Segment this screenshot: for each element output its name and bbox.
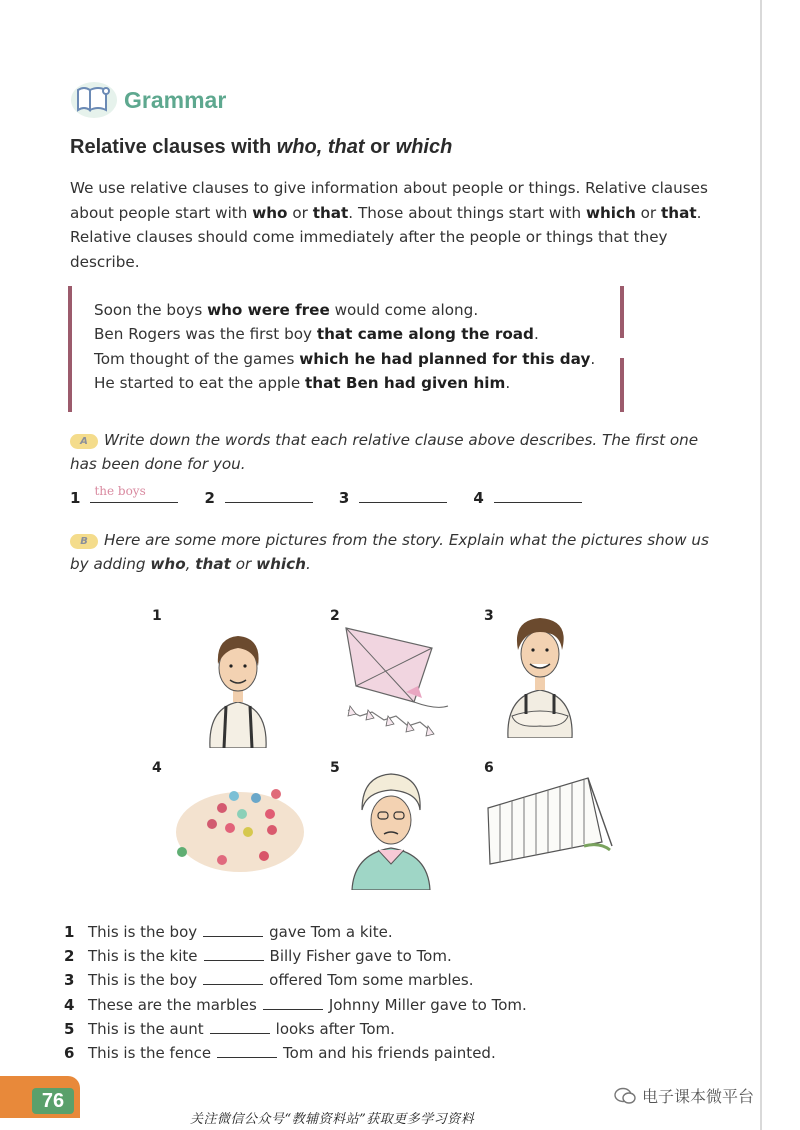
sentence-number: 5 <box>64 1019 75 1038</box>
sentence-after: offered Tom some marbles. <box>269 971 474 990</box>
sentence-before: This is the fence <box>88 1044 212 1063</box>
sentence-number: 2 <box>64 947 75 966</box>
answer-item <box>70 484 178 507</box>
sentence-before: These are the marbles <box>88 995 257 1014</box>
example-sentence: Ben Rogers was the first boy that came along the road. <box>94 325 539 344</box>
intro-text-segment: . Relative clauses should come immediately after the people or things that they describe. <box>70 203 702 271</box>
sentence-before: This is the aunt <box>88 1019 204 1038</box>
picture-number: 2 <box>330 608 340 624</box>
task-badge-a: A <box>70 434 98 449</box>
accent-bar-right <box>620 358 624 412</box>
sentence-before: This is the boy <box>88 923 198 941</box>
answer-blank[interactable] <box>225 484 313 503</box>
aunt-illustration <box>348 768 434 890</box>
sentence-blank[interactable] <box>203 922 263 937</box>
task-b: B Here are some more pictures from the story. Explain what the pictures show us by adding who, that or which. <box>70 531 709 573</box>
intro-text-segment: that <box>661 203 697 222</box>
answer-number: 2 <box>204 489 215 507</box>
task-badge-b: B <box>70 534 98 549</box>
answer-item <box>339 484 447 507</box>
boy-arms-crossed-illustration <box>498 610 582 738</box>
intro-text-segment: that <box>312 203 349 222</box>
intro-text-segment: . Those about things start with <box>348 203 586 222</box>
intro-text-segment: which <box>585 203 636 222</box>
sentence-blank[interactable] <box>217 1043 277 1058</box>
picture-number: 1 <box>152 608 162 624</box>
example-sentence: He started to eat the apple that Ben had given him. <box>94 374 511 393</box>
sentence-before: This is the kite <box>88 947 198 966</box>
grammar-title: Grammar <box>124 86 227 113</box>
accent-bar-left <box>68 286 72 412</box>
intro-text-segment: or <box>635 203 662 222</box>
answer-number: 4 <box>473 489 484 507</box>
sentence-blank[interactable] <box>210 1019 270 1034</box>
answer-number: 1 <box>70 489 81 507</box>
intro-paragraph <box>70 176 720 274</box>
sentence-number: 4 <box>64 995 75 1014</box>
kite-illustration <box>336 620 458 744</box>
answer-blank[interactable] <box>90 484 178 503</box>
answer-blank[interactable] <box>359 484 447 503</box>
picture-number: 3 <box>484 608 494 624</box>
sentence-after: Johnny Miller gave to Tom. <box>328 995 527 1014</box>
answer-item <box>204 484 312 507</box>
example-sentence: Soon the boys who were free would come along. <box>94 301 479 319</box>
sentence-item <box>64 993 527 1017</box>
sentence-blank[interactable] <box>204 946 264 961</box>
grammar-header <box>70 80 226 120</box>
boy-illustration <box>196 624 280 748</box>
picture-number: 6 <box>484 760 494 776</box>
sentence-number: 6 <box>64 1044 75 1063</box>
example-box <box>68 286 628 412</box>
footer-note: 关注微信公众号“教辅资料站”获取更多学习资料 <box>190 1112 475 1127</box>
sentence-after: Tom and his friends painted. <box>283 1044 496 1063</box>
page-edge <box>760 0 762 1130</box>
example-sentences <box>94 298 595 396</box>
answer-blank[interactable] <box>494 484 582 503</box>
intro-text-segment: who <box>252 203 288 222</box>
sentence-item <box>64 944 527 968</box>
answer-number: 3 <box>338 489 350 507</box>
sentence-blank[interactable] <box>203 970 263 985</box>
task-a-text: Write down the words that each relative clause above describes. The first one has been done for you. <box>70 431 699 473</box>
watermark-text: 电子课本微平台 <box>642 1087 755 1106</box>
wechat-icon <box>614 1087 636 1105</box>
scroll-icon <box>70 80 118 120</box>
intro-text-segment: We use relative clauses to give information about people or things. Relative clauses about people start with <box>70 179 708 222</box>
page-number: 76 <box>32 1088 74 1114</box>
task-a <box>70 428 720 476</box>
sentence-item <box>64 1017 527 1041</box>
picture-number: 4 <box>152 760 162 776</box>
sentence-blank[interactable] <box>263 995 323 1010</box>
sentence-after: gave Tom a kite. <box>269 923 393 941</box>
sentence-number: 3 <box>64 971 75 990</box>
marbles-illustration <box>172 776 306 876</box>
answer-fill-text: the boys <box>94 484 146 498</box>
answer-item <box>473 484 581 507</box>
sentence-after: Billy Fisher gave to Tom. <box>269 947 452 966</box>
sentence-item <box>64 1041 527 1065</box>
sentence-item <box>64 920 527 944</box>
intro-text-segment: or <box>287 203 313 222</box>
fence-illustration <box>484 772 614 866</box>
sentence-item <box>64 968 527 992</box>
answer-row <box>70 484 608 507</box>
section-title: Relative clauses with who, that or which <box>70 136 453 158</box>
accent-bar-right <box>620 286 624 338</box>
sentence-before: This is the boy <box>88 971 198 990</box>
picture-number: 5 <box>330 760 340 776</box>
example-sentence: Tom thought of the games which he had planned for this day. <box>94 349 596 368</box>
sentence-number: 1 <box>64 923 75 941</box>
watermark <box>614 1084 754 1107</box>
sentence-after: looks after Tom. <box>275 1019 395 1038</box>
fill-in-sentences <box>64 920 527 1065</box>
